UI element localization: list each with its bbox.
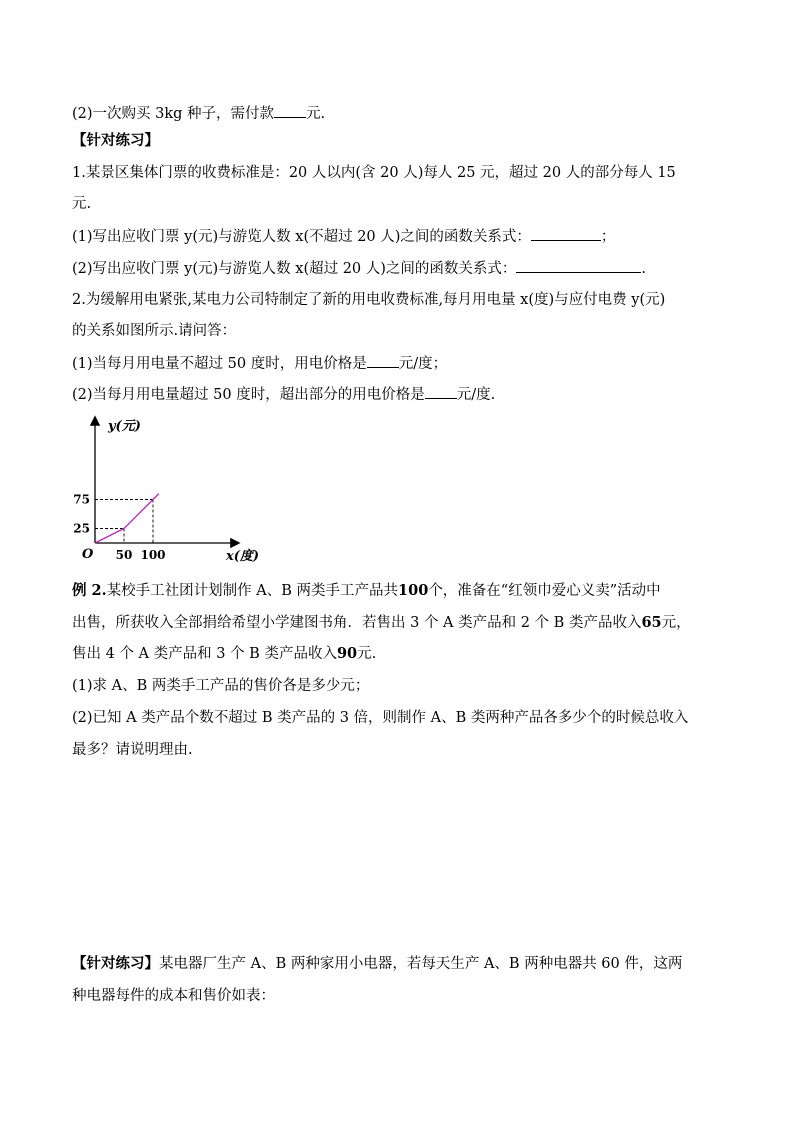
problem-2-text: 2.为缓解用电紧张,某电力公司特制定了新的用电收费标准,每月用电量 x(度)与应付电费 y(元) <box>72 292 666 308</box>
answer-blank[interactable] <box>425 384 457 399</box>
answer-blank[interactable] <box>274 103 306 118</box>
example-2-q2: (2)已知 A 类产品个数不超过 B 类产品的 3 倍，则制作 A、B 类两种产品各多少个的时候总收入 <box>72 710 689 726</box>
electricity-fee-chart <box>73 412 278 567</box>
answer-blank[interactable] <box>516 258 641 273</box>
problem-1-q2: (2)写出应收门票 y(元)与游览人数 x(超过 20 人)之间的函数关系式： . <box>72 258 646 279</box>
example-2-q2-cont: 最多？请说明理由. <box>72 742 193 758</box>
section-heading-practice: 【针对练习】 <box>72 132 159 149</box>
example-2-text: 例 2.某校手工社团计划制作 A、B 两类手工产品共100个，准备在“红领巾爱心义卖”活动中 <box>72 582 661 599</box>
x-tick-label-50: 50 <box>115 548 133 562</box>
problem-2-q1: (1)当每月用电量不超过 50 度时，用电价格是 元/度； <box>72 353 447 374</box>
origin-label: O <box>82 547 94 562</box>
y-axis-label: y(元) <box>108 419 141 434</box>
example-2-text-cont2: 售出 4 个 A 类产品和 3 个 B 类产品收入90元. <box>72 645 377 662</box>
example-2-text-cont: 出售，所获收入全部捐给希望小学建图书角．若售出 3 个 A 类产品和 2 个 B 类产品收入65元， <box>72 614 691 631</box>
y-tick-label-25: 25 <box>73 521 90 536</box>
example-2-q1: (1)求 A、B 两类手工产品的售价各是多少元； <box>72 678 370 694</box>
answer-blank[interactable] <box>531 226 601 241</box>
x-axis-label: x(度) <box>226 549 260 564</box>
series-line <box>95 494 159 543</box>
problem-1-text-cont: 元. <box>72 196 92 212</box>
x-tick-label-100: 100 <box>140 548 166 562</box>
problem-1-q1: (1)写出应收门票 y(元)与游览人数 x(不超过 20 人)之间的函数关系式： ； <box>72 226 615 247</box>
answer-blank[interactable] <box>367 353 399 368</box>
y-tick-label-75: 75 <box>73 492 90 507</box>
q-seed-cost: (2)一次购买 3kg 种子，需付款 元. <box>72 103 325 124</box>
practice-2-text: 【针对练习】某电器厂生产 A、B 两种家用小电器，若每天生产 A、B 两种电器共 60 件，这两 <box>72 955 683 972</box>
problem-2-q2: (2)当每月用电量超过 50 度时，超出部分的用电价格是 元/度. <box>72 384 495 405</box>
problem-2-text-cont: 的关系如图所示.请问答： <box>72 323 237 339</box>
practice-2-text-cont: 种电器每件的成本和售价如表： <box>72 988 275 1004</box>
problem-1-text: 1.某景区集体门票的收费标准是：20 人以内(含 20 人)每人 25 元，超过 20 人的部分每人 15 <box>72 165 676 181</box>
